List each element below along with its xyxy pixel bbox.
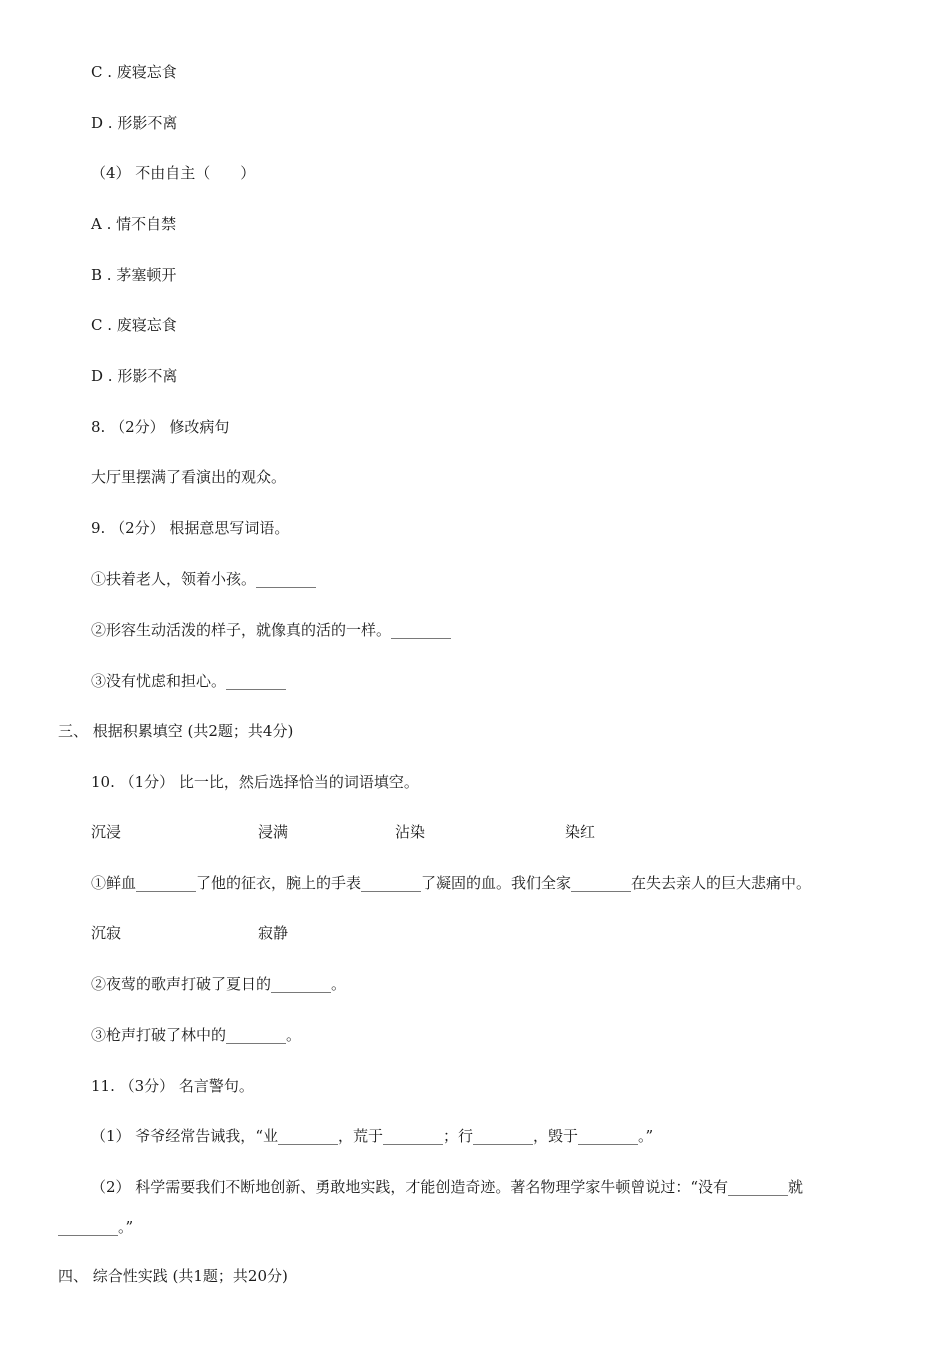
word-bank-word: 染红 xyxy=(565,823,596,841)
option-d: D . 形影不离 xyxy=(91,367,178,385)
subquestion-4: （4） 不由自主（ ） xyxy=(91,164,256,182)
question-8-sentence: 大厅里摆满了看演出的观众。 xyxy=(91,468,287,486)
option-c: C . 废寝忘食 xyxy=(91,63,177,81)
question-9-item-1: ①扶着老人，领着小孩。________ xyxy=(91,570,317,588)
word-bank-word: 寂静 xyxy=(258,924,289,942)
question-11-sub-1: （1） 爷爷经常告诫我，“业________，荒于________；行________，毁于________。” xyxy=(91,1127,654,1145)
question-9-item-3: ③没有忧虑和担心。________ xyxy=(91,672,287,690)
question-8-title: 8. （2分） 修改病句 xyxy=(91,418,230,436)
section-3-heading: 三、 根据积累填空 (共2题；共4分) xyxy=(58,722,294,740)
question-10-item-2: ②夜莺的歌声打破了夏日的________。 xyxy=(91,975,347,993)
question-11-title: 11. （3分） 名言警句。 xyxy=(91,1077,254,1095)
question-11-sub-2: （2） 科学需要我们不断地创新、勇敢地实践，才能创造奇迹。著名物理学家牛顿曾说过：“没有________就 xyxy=(91,1178,803,1196)
option-a: A . 情不自禁 xyxy=(91,215,177,233)
option-d: D . 形影不离 xyxy=(91,114,178,132)
question-9-item-2: ②形容生动活泼的样子，就像真的活的一样。________ xyxy=(91,621,452,639)
option-b: B . 茅塞顿开 xyxy=(91,266,177,284)
word-bank-word: 沾染 xyxy=(395,823,426,841)
question-11-sub-2-cont: ________。” xyxy=(58,1218,134,1236)
word-bank-1 xyxy=(91,822,595,842)
word-bank-word: 沉浸 xyxy=(91,823,122,841)
word-bank-word: 浸满 xyxy=(258,823,289,841)
question-9-title: 9. （2分） 根据意思写词语。 xyxy=(91,519,290,537)
option-c: C . 废寝忘食 xyxy=(91,316,177,334)
word-bank-word: 沉寂 xyxy=(91,924,122,942)
question-10-item-1: ①鲜血________了他的征衣，腕上的手表________了凝固的血。我们全家________在失去亲人的巨大悲痛中。 xyxy=(91,874,812,892)
question-10-item-3: ③枪声打破了林中的________。 xyxy=(91,1026,302,1044)
section-4-heading: 四、 综合性实践 (共1题；共20分) xyxy=(58,1267,288,1285)
word-bank-2 xyxy=(91,923,288,943)
question-10-title: 10. （1分） 比一比，然后选择恰当的词语填空。 xyxy=(91,773,419,791)
